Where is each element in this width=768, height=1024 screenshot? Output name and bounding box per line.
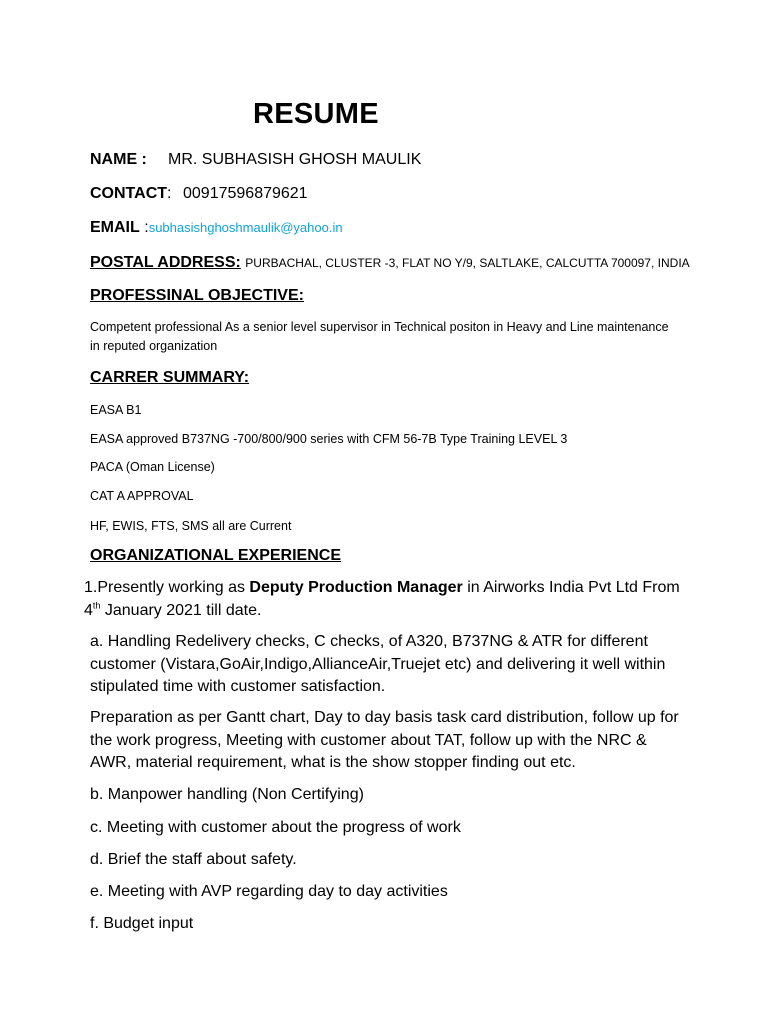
resume-title: RESUME <box>253 98 379 130</box>
contact-row <box>90 185 171 203</box>
job-prefix: 1.Presently working as <box>84 579 250 596</box>
duty-item: c. Meeting with customer about the progress of work <box>90 819 461 836</box>
duty-paragraph: a. Handling Redelivery checks, C checks, of A320, B737NG & ATR for different customer (Vistara,GoAir,Indigo,AllianceAir,Truejet etc) and delivering it well within stipulated time with customer satisfaction. <box>90 633 666 695</box>
email-label: EMAIL <box>90 219 140 236</box>
objective-line-1: Competent professional As a senior level supervisor in Technical positon in Heavy and Line maintenance <box>90 320 669 334</box>
postal-value: PURBACHAL, CLUSTER -3, FLAT NO Y/9, SALTLAKE, CALCUTTA 700097, INDIA <box>245 256 690 270</box>
email-colon: : <box>144 219 149 236</box>
job-date-day: 4 <box>84 601 93 619</box>
objective-line-2: in reputed organization <box>90 339 218 353</box>
email-link[interactable]: subhasishghoshmaulik@yahoo.in <box>148 220 343 235</box>
name-value: MR. SUBHASISH GHOSH MAULIK <box>168 151 422 168</box>
career-summary-heading: CARRER SUMMARY: <box>90 369 250 386</box>
contact-label: CONTACT <box>90 185 168 202</box>
objective-heading: PROFESSINAL OBJECTIVE: <box>90 287 304 304</box>
career-item: EASA B1 <box>90 403 142 417</box>
job-suffix: in Airworks India Pvt Ltd From <box>462 579 680 596</box>
career-item: PACA (Oman License) <box>90 460 215 474</box>
career-item: CAT A APPROVAL <box>90 489 194 503</box>
postal-label: POSTAL ADDRESS: <box>90 254 241 271</box>
contact-colon: : <box>167 185 172 202</box>
name-label: NAME : <box>90 151 147 168</box>
job-statement <box>84 577 694 622</box>
duty-item: d. Brief the staff about safety. <box>90 851 297 868</box>
postal-row <box>90 254 690 272</box>
duty-item: b. Manpower handling (Non Certifying) <box>90 786 364 803</box>
duty-item: f. Budget input <box>90 915 194 932</box>
job-date-sup: th <box>92 600 101 611</box>
job-date-rest: January 2021 till date. <box>100 601 262 619</box>
duty-item: e. Meeting with AVP regarding day to day activities <box>90 883 448 900</box>
experience-heading: ORGANIZATIONAL EXPERIENCE <box>90 547 341 564</box>
contact-value: 00917596879621 <box>183 185 308 202</box>
email-row <box>90 219 343 237</box>
career-item: HF, EWIS, FTS, SMS all are Current <box>90 519 292 533</box>
career-item: EASA approved B737NG -700/800/900 series with CFM 56-7B Type Training LEVEL 3 <box>90 432 568 446</box>
job-role: Deputy Production Manager <box>249 579 463 596</box>
duty-paragraph: Preparation as per Gantt chart, Day to day basis task card distribution, follow up for the work progress, Meeting with customer about TAT, follow up with the NRC & AWR, material requirement, what is the show stopper finding out etc. <box>90 709 679 771</box>
